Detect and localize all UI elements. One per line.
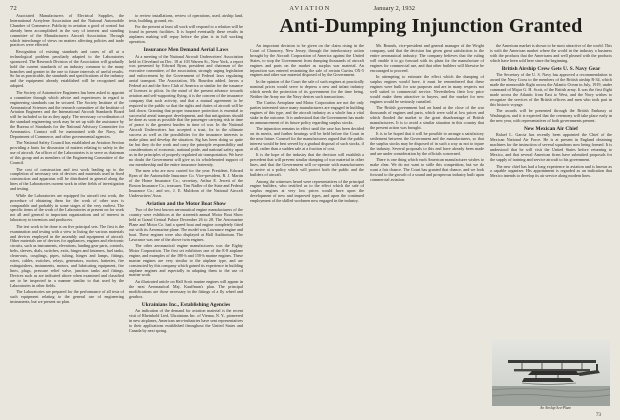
paragraph: The National Safety Council has established an Aviation Section providing a basis for discussion of matters relating to safety in the use of aircraft. An officer of the Laboratories is to serve as chairman of this group and as members of the Engineering Committee of the Council.: [10, 140, 124, 166]
column-4: [370, 44, 484, 412]
paragraph: The test work to be done is on five principal sets. The first is the examination and testing with a view to listing the various materials and devices employed in the assembly and equipment of aircraft. Other materials are of devices for appliances, engines and electronic circuits, such as instruments, elevations, landing gear parts, controls, belts, sleeves, dials, switches, exits, hinges and fasteners, fuel tanks, clean-outs, couplings, pipes, tubing, hinges and lamps, fittings, wires, cables, switches, relays, generators, motors, batteries, fire extinguishers, instruments, motors, and lubricating equipment, fire lines, plugs, pressure relief valve, junction tanks and fittings. Devices such as are indicated above when examined and classified are to be inspected in a manner similar to that used by the Laboratories in other fields.: [10, 223, 124, 288]
column-5: [490, 44, 612, 340]
paragraph: The Laboratories are prepared for the performance of all tests of such equipment relating to the general use of engineering instruments, but we present no plan.: [10, 289, 124, 304]
paragraph: Associated Manufacturers of Electrical Supplies, the International Acetylene Association and the National Automobile Chamber of Commerce. Publicity in aviation a good of control but already been accomplished in the way of interest and standing committee of the Manufacturers Aircraft Association. Through which interchange of views on matters affecting policies and trade practices were effected.: [10, 14, 124, 48]
seaplane-image-icon: [492, 340, 610, 406]
article-title: Anti-Dumping Injunction Granted: [279, 15, 583, 37]
paragraph: While the Laboratories are equipped for aircraft test work, the procedure of obtaining them for the work of other uses is comparable and probably in some stages of the very earliest. The specific items of the work of the Laboratories at present on for work not all and general to important organizations and of interest in laboratory to inventors and producers.: [10, 192, 124, 223]
section-heading: Aviation and the Motor Boat Show: [146, 200, 226, 207]
paragraph: to review installations, review of operations, used, airship land, tests, building, ground, etc.: [129, 14, 243, 23]
column-3: [250, 44, 364, 412]
paragraph: An indication of the demand for aviation material is the recent visit of Rheinhold Lied, Ukrainians Inc. of Vienna, N. Y., pioneered in new airplanes, American aero-industries have sent representatives to their applications established throughout the United States and Canada by next spring.: [129, 308, 243, 333]
paragraph: It is the hope of the industry that the decision will establish a precedent that will prevent similar dumping of war material in other lines, and that the Government will co-operate with manufacturers to arrive at a policy which will protect both the public and the builders of aircraft.: [250, 152, 364, 178]
paragraph: Among the witnesses heard were representatives of the principal engine builders, who testified as to the effect which the sale of surplus engines at very low prices would have upon the development of new and improved types, and upon the continued employment of the skilled workmen now engaged in the industry.: [250, 178, 364, 204]
column-1: [10, 14, 124, 412]
publication-name: AVIATION: [289, 5, 331, 12]
paragraph: The injunction remains in effect until the case has been decided on its merits, and further hearings will be held before the Court in the near future. Counsel for the manufacturers argued that the public interest would be best served by a gradual disposal of such stocks, if at all, rather than a sudden sale at a fraction of cost.: [250, 126, 364, 151]
paragraph: An illustrated article on Hall Scott marine engines will appear in the next Aeronautical Maj. Kauffman's plan. The principal modifications are those necessary in the fittings of a fly wheel and gearbox.: [129, 278, 243, 299]
paragraph: The men who are now carried for the year: President, Edward Ryan of the Automobile Insurance Co. Vice-president, R. J. Martin of the Home Insurance Co.; secretary, Arthur E. Jewett of the Boston Insurance Co.; treasurer, Tim Nadler of the State and Federal Insurance Co.; and sec, J. E. Muldoon of the National Aircraft Underwriters' Assn.: [129, 168, 243, 198]
paragraph: Two of the best known aeronautical engine manufacturers of the country were exhibitors at the sixteenth annual Motor Boat Show held at Grand Central Palace December 26 to 28. The Aeromarine Plane and Motor Co. had a speed boat and engine completely fitted out with its Aeromarine plane. The model was Lawrance engine and boat. These engines were also displayed at Hall Auditorium. The Lawrance was one of the above twin engines.: [129, 207, 243, 242]
column-2: [129, 14, 243, 412]
paragraph: The cost of construction and test work leading up to the completion of necessary sets of devices and materials used in fixed construction and apparatus will be distributed in general along the lines of the Laboratories current work in other fields of investigation and testing.: [10, 166, 124, 192]
paragraph: The Curtiss Aeroplane and Motor Corporation are not the only parties interested since many manufacturers are engaged in building engines of this type, and the aircraft industry as a whole has a vital stake in the outcome. It is understood that the Government has made no announcement of its future policy regarding surplus stocks.: [250, 100, 364, 125]
section-heading: British Airship Crew Gets U. S. Navy Gear: [501, 65, 601, 72]
paragraph: In the opinion of the Court the sale of such engines at practically nominal prices would serve to depress a new and infant industry which needs the protection of its government for the time being. Neither the Army nor the Navy desires such transactions.: [250, 78, 364, 99]
paragraph: the American market is shown to be most attractive of the world. This is with the American market where the world in the industry a business with the products that the Americans and well pleased with the products which have been sold here since the beginning.: [490, 44, 612, 63]
paragraph: Recognition of existing standards and cases of all at a technological problem peculiarly adapted to the Laboratories sponsored. The Research Division of the Association will gradually hold the current standards of an industry common to the many branches and greater in the one to future intervals of useful results. So far as practicable, the standards and specifications of the industry and the equipment already established will be recognized and adopted.: [10, 48, 124, 89]
paragraph: It is to be hoped that it will be possible to arrange a satisfactory settlement between the Government and the manufacturers, so that the surplus stocks may be disposed of in such a way as not to injure the industry. Several proposals to this end have already been made and are under consideration by the officials concerned.: [370, 131, 484, 156]
paragraph: There is one thing which each American manufacturer wishes to make clear. We do not want to stifle this competition, but we do want a fair chance. The Court has granted that chance, and we look forward to the growth of a sound and prosperous industry built upon commercial aviation.: [370, 157, 484, 182]
issue-date: January 2, 1932: [373, 5, 415, 12]
paragraph: An important decision to be given on the claim rising in the Court of Chancery, New Jersey, through the interlocutory action brought by the Aircraft Corporation of America against the United States, to stop the Government from dumping thousands of aircraft engines and parts on the market as surplus war material. An injunction was entered restraining the sale of certain Curtiss OX-5 engines and other war material disposed of by the Government.: [250, 44, 364, 78]
photo-credit: An Airship Sea-Plane: [540, 406, 572, 410]
paragraph: Rafael L. Garcia has recently been appointed the Chief of the Mexican National Air Force. He is at present in England obtaining machines for the instruction of several squadrons now being formed. It is understood that he will visit the United States before returning to Mexico, and that several American firms have submitted proposals for the supply of training and service aircraft to his government.: [490, 132, 612, 162]
paragraph: In attempting to estimate the effect which the dumping of surplus engines would have, it must be remembered that these engines were built for war purposes and are in many respects not well suited to commercial service. Nevertheless their low price would make them attractive to buyers, and the market for new engines would be seriously curtailed.: [370, 74, 484, 104]
paragraph: The Secretary of the U. S. Navy has approved a recommendation to award the Navy Cross to the members of the British airship R-34, which made the memorable flight across the Atlantic Ocean in July, 1919, under command of Major G. H. Scott, of the British army. It was the first flight made across the Atlantic from East to West, and the Navy wishes to recognize the services of the British officers and men who took part in this historic voyage.: [490, 72, 612, 107]
bottom-page-number: 73: [596, 413, 601, 418]
paragraph: The new chief has had a long experience in aviation and is known as a capable organizer. His appointment is regarded as an indication that Mexico intends to develop its air service along modern lines.: [490, 163, 612, 179]
section-heading: New Mexican Air Chief: [524, 125, 578, 132]
paragraph: Mr. Bounds, vice-president and general manager of the Wright company, said that the decision has given great satisfaction to the entire aeronautical industry. The company believes that the ruling will enable it to go forward with its plans for the manufacture of engines for commercial use, and that other builders will likewise be encouraged to proceed.: [370, 44, 484, 73]
page-number: 72: [10, 5, 18, 12]
paragraph: The British government had on hand at the close of the war thousands of engines and parts, which were sold at low prices and which flooded the market to the great disadvantage of British manufacturers. It is to avoid a similar situation in this country that the present action was brought.: [370, 105, 484, 130]
paragraph: The Society of Automotive Engineers has been asked to appoint a committee through which advice and experiences in regard to engineering standards can be secured. The Society Institute of the Aeronautical Sciences and the research committee of the Institute of Aviation Engineers and the International Aircraft Standards Board will be included so far as they apply. The necessary co-ordination of the standard engineering work may be set up with the assistance by the Bureau of Standards for the National Advisory Committee for Aeronautics. Contact will be maintained with the Navy, the Department of Commerce, and other governmental agencies.: [10, 89, 124, 139]
section-heading: Ukrainians Inc., Establishing Agencies: [141, 301, 231, 308]
paragraph: For the present at least all work will respond to a relation will be found in present facilities. It is hoped eventually these results in airplanes making will repay before the plan is in full working operation.: [129, 24, 243, 45]
paragraph: The awards will be presented through the British Embassy at Washington, and it is expected that the ceremony will take place early in the new year, with representatives of both governments present.: [490, 108, 612, 123]
paragraph: At a meeting of the National Aircraft Underwriters' Association held in Cleveland on Dec. 18 at 103 Warren St., New York, a report was presented by Edward Ryan, president and chairman of the executive committee, of the association, strongly urging legislation and enforcement by the Government of Federal laws regulating aerial transport. The Association, Mr. Bourdon added, favors a Federal act and the Aero Club of America or similar for the issuance of licenses to pilots. In the mind of the present advance towards aviation and self-supporting flying, it is the concern of the insurance company that such activity, and that a mutual agreement to be required to the public so that the rights and duties of aircraft will be laid down. Granting that proper insurance protection is essential to successful aerial transport development, and that mitigations should be done as soon as possible that the passenger carrying risk in time of peace is the greatest burden in time of war. In the National Aircraft Underwriters has accepted a trust, for in the ultimate success as well as the possibilities for the insurance interests to make plans and develop the situation. Sig has been doing so quite far but they do the work and carry the principle responsibility and considerations of economic, national pride, and national safety upon us in the principles of properly regulated air transportation. We have no doubt the Government will give us its wholehearted support of our membership and the entire insurance fraternity.: [129, 53, 243, 167]
paragraph: The other aeronautical engine manufacturers was the Eighty Motor Corporation. The first set exhibitors one of the E-8 airplane engine, and examples of the 180-h and 150-h marine engines. These marine engines are very similar to the airplane type, and are constructed by this company which gained its experience in building airplane engines and especially in adapting them to the use of marine work.: [129, 243, 243, 278]
section-heading: Insurance Men Demand Aerial Laws: [143, 47, 229, 54]
seaplane-photo: [492, 340, 610, 406]
